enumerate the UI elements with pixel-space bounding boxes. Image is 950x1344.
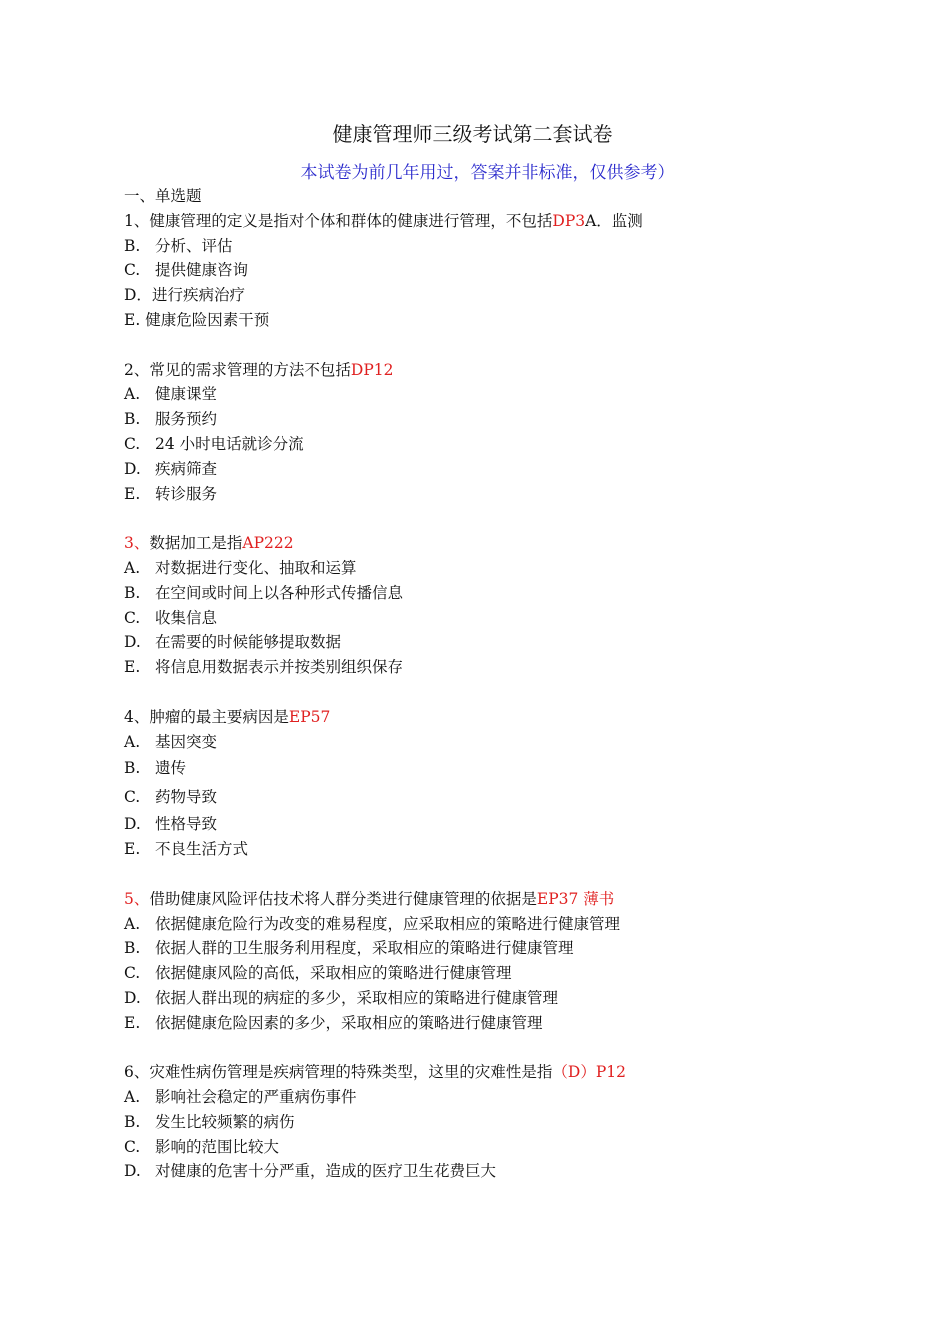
option-c: C. 依据健康风险的高低，采取相应的策略进行健康管理 (124, 964, 512, 983)
question-1-stem (124, 209, 884, 234)
option-c: C. 24 小时电话就诊分流 (124, 434, 304, 453)
question-text: 常见的需求管理的方法不包括 (149, 360, 351, 379)
option-e: E. 不良生活方式 (124, 840, 249, 859)
option-e: E. 健康危险因素干预 (124, 310, 270, 329)
spacer (124, 1036, 884, 1061)
option-c: C. 影响的范围比较大 (124, 1137, 280, 1156)
option-a: A. 影响社会稳定的严重病伤事件 (124, 1088, 357, 1107)
option-a: A. 依据健康危险行为改变的难易程度，应采取相应的策略进行健康管理 (124, 914, 621, 933)
option-e: E. 将信息用数据表示并按类别组织保存 (124, 658, 404, 677)
page-subtitle: 本试卷为前几年用过，答案并非标准，仅供参考） (300, 163, 675, 183)
option-a: A. 对数据进行变化、抽取和运算 (124, 558, 357, 577)
question-2-stem (124, 358, 884, 383)
question-number: 4、 (124, 707, 150, 726)
answer-reference: AP222 (242, 534, 294, 553)
option-d: D. 疾病筛查 (124, 459, 218, 478)
question-number: 3、 (124, 534, 150, 553)
question-number: 6、 (124, 1063, 150, 1082)
question-number: 1、 (124, 211, 150, 230)
option-b: B. 遗传 (124, 759, 187, 778)
question-text: 肿瘤的最主要病因是 (149, 707, 289, 726)
question-text: 灾难性病伤管理是疾病管理的特殊类型，这里的灾难性是指 (149, 1063, 553, 1082)
question-text-tail: A．监测 (585, 211, 643, 230)
question-3-stem (124, 531, 884, 556)
question-text: 数据加工是指 (149, 534, 243, 553)
option-a: A. 基因突变 (124, 732, 218, 751)
spacer (124, 506, 884, 531)
option-b: B. 分析、评估 (124, 236, 233, 255)
spacer (124, 862, 884, 887)
page-title: 健康管理师三级考试第二套试卷 (332, 122, 613, 146)
option-b: B. 发生比较频繁的病伤 (124, 1112, 295, 1131)
section-heading: 一、单选题 (124, 187, 202, 205)
option-e: E. 依据健康危险因素的多少，采取相应的策略进行健康管理 (124, 1013, 543, 1032)
option-d: D．进行疾病治疗 (124, 286, 245, 305)
answer-reference: DP3 (552, 211, 586, 230)
option-d: D. 依据人群出现的病症的多少，采取相应的策略进行健康管理 (124, 988, 559, 1007)
option-d: D. 对健康的危害十分严重，造成的医疗卫生花费巨大 (124, 1162, 497, 1181)
spacer (124, 680, 884, 705)
option-b: B. 在空间或时间上以各种形式传播信息 (124, 583, 404, 602)
option-c: C. 提供健康咨询 (124, 261, 249, 280)
answer-reference: EP37 薄书 (536, 889, 615, 908)
option-c: C. 药物导致 (124, 788, 218, 807)
option-b: B. 服务预约 (124, 410, 218, 429)
option-e: E. 转诊服务 (124, 484, 218, 503)
option-b: B. 依据人群的卫生服务利用程度，采取相应的策略进行健康管理 (124, 939, 574, 958)
spacer (124, 333, 884, 358)
option-d: D. 性格导致 (124, 815, 218, 834)
option-c: C. 收集信息 (124, 608, 218, 627)
option-a: A. 健康课堂 (124, 385, 218, 404)
question-list (124, 184, 884, 1184)
question-number: 2、 (124, 360, 150, 379)
question-5-stem (124, 887, 884, 912)
question-4-stem (124, 705, 884, 730)
question-text: 健康管理的定义是指对个体和群体的健康进行管理，不包括 (149, 211, 553, 230)
option-d: D. 在需要的时候能够提取数据 (124, 633, 342, 652)
question-6-stem (124, 1060, 884, 1085)
question-text: 借助健康风险评估技术将人群分类进行健康管理的依据是 (149, 889, 537, 908)
answer-reference: EP57 (288, 707, 331, 726)
question-number: 5、 (124, 889, 150, 908)
answer-reference: （D）P12 (552, 1063, 626, 1082)
answer-reference: DP12 (350, 360, 394, 379)
